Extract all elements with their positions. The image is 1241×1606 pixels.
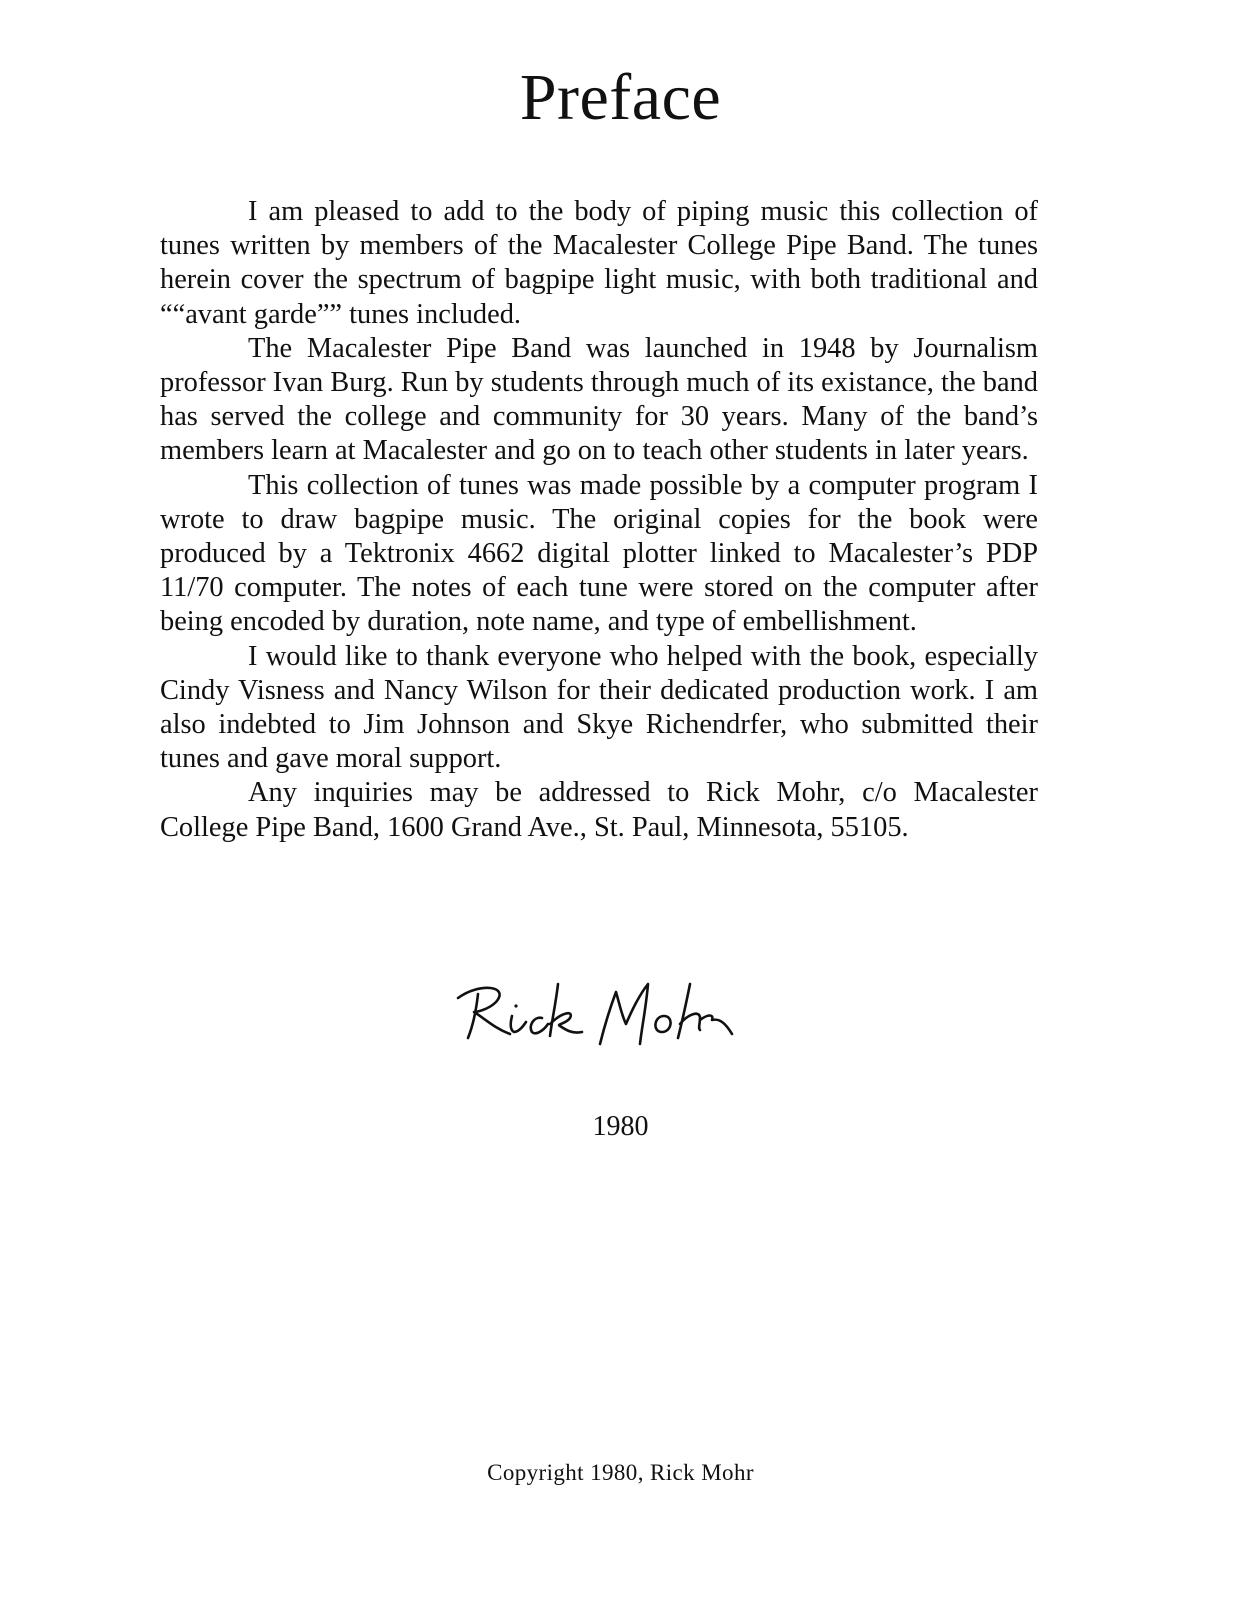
paragraph-intro: I am pleased to add to the body of piping music this collection of tunes written by members of the Macalester College Pipe Band. The tunes herein cover the spectrum of bagpipe light music, with both traditional and ““avant garde”” tunes included. — [160, 196, 1038, 330]
handwritten-signature — [450, 972, 750, 1062]
signature-icon — [450, 972, 750, 1062]
paragraph-inquiries: Any inquiries may be addressed to Rick Mohr, c/o Macalester College Pipe Band, 1600 Grand Ave., St. Paul, Minnesota, 55105. — [160, 777, 1038, 843]
page-title: Preface — [519, 61, 722, 134]
copyright-notice: Copyright 1980, Rick Mohr — [487, 1460, 754, 1485]
year: 1980 — [592, 1111, 649, 1142]
paragraph-history: The Macalester Pipe Band was launched in 1948 by Journalism professor Ivan Burg. Run by students through much of its existance, the band has served the college and community for 30 years. Many of the band’s members learn at Macalester and go on to teach other students in later years. — [160, 332, 1038, 467]
paragraph-production: This collection of tunes was made possible by a computer program I wrote to draw bagpipe music. The original copies for the book were produced by a Tektronix 4662 digital plotter linked to Macalester’s PDP 11/70 computer. The notes of each tune were stored on the computer after being encoded by duration, note name, and type of embellishment. — [160, 469, 1038, 638]
paragraph-thanks: I would like to thank everyone who helped with the book, especially Cindy Visness and Nancy Wilson for their dedicated production work. I am also indebted to Jim Johnson and Skye Richendrfer, who submitted their tunes and gave moral support. — [160, 640, 1038, 775]
preface-body — [160, 195, 1038, 845]
